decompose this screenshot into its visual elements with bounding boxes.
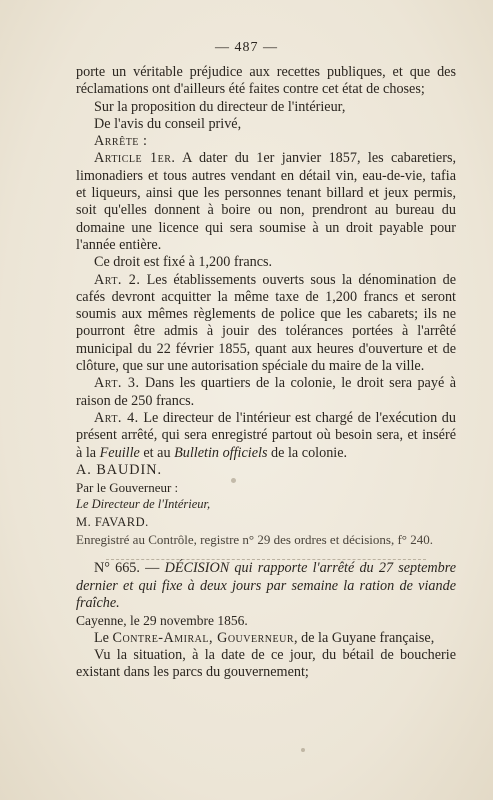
decision-heading [76, 560, 456, 612]
article-4-end: de la colonie. [271, 444, 348, 461]
article-1 [76, 150, 456, 254]
paragraph-avis: De l'avis du conseil privé, [94, 115, 242, 132]
decision-intro-prefix: Le [94, 629, 109, 646]
article-4 [76, 410, 456, 462]
article-2 [76, 272, 456, 376]
decision-title: DÉCISION qui rapporte l'arrêté du 27 septembre dernier et qui fixe à deux jours par semaine la ration de viande fraîche. [76, 560, 457, 611]
article-4-label: Art. 4. [94, 409, 139, 426]
arrete-heading: Arrête : [94, 133, 148, 150]
decision-vu: Vu la situation, à la date de ce jour, du bétail de boucherie existant dans les parcs du gouvernement; [76, 646, 456, 681]
bulletin-title: Bulletin officiels [174, 444, 268, 461]
signature-name: A. BAUDIN. [76, 461, 163, 478]
decision-intro: Le Contre-Amiral, Gouverneur, de la Guyane française, [94, 629, 435, 646]
article-1-label: Article 1er. [94, 150, 176, 167]
signature-par: Par le Gouverneur : [76, 480, 179, 496]
signature-role: Le Directeur de l'Intérieur, [76, 497, 211, 512]
ink-spot [301, 748, 305, 752]
article-1-text: A dater du 1er janvier 1857, les cabaretiers, limonadiers et tous autres vendant en détail vin, eau-de-vie, tafia et liqueurs, ainsi que les personnes tenant billard et jeux permis, soit qu'elles donnent à boire ou non, prendront au bureau du domaine une licence qui sera soumise à un droit payable pour l'année entière. [76, 150, 457, 253]
article-4-text: Le directeur de l'intérieur est chargé de l'exécution du présent arrêté, qui sera enregistré partout où besoin sera, et inséré à la [76, 409, 456, 461]
ink-spot [231, 478, 236, 483]
paragraph-proposition: Sur la proposition du directeur de l'intérieur, [94, 98, 346, 115]
decision-place-date: Cayenne, le 29 novembre 1856. [76, 613, 248, 629]
paragraph-continuation: porte un véritable préjudice aux recettes publiques, et que des réclamations ont d'ailleurs été faites contre cet état de choses; [76, 64, 456, 98]
signature-signer: M. FAVARD. [76, 514, 149, 529]
article-2-text: Les établissements ouverts sous la dénomination de cafés devront acquitter la même taxe de 1,200 francs et seront soumis aux mêmes règlements de police que les cabarets; ils ne pourront être admis à jouir des tolérances portées à l'arrêté municipal du 22 février 1855, quant aux heures d'ouverture et de clôture, que sur une autorisation spéciale du maire de la ville. [76, 271, 456, 375]
article-3-text: Dans les quartiers de la colonie, le droit sera payé à raison de 250 francs. [76, 375, 456, 409]
decision-intro-rest: de la Guyane française, [301, 629, 435, 646]
registration-line: Enregistré au Contrôle, registre n° 29 des ordres et décisions, f° 240. [76, 532, 433, 548]
page-number: — 487 — [215, 40, 278, 55]
decision-intro-caps: Contre-Amiral, Gouverneur [112, 629, 295, 646]
page-body [76, 64, 456, 681]
feuille-title: Feuille [99, 444, 140, 461]
article-4-and: et au [143, 444, 171, 461]
decision-number: N° 665. — [94, 560, 160, 577]
article-3-label: Art. 3. [94, 375, 140, 392]
droit-paragraph: Ce droit est fixé à 1,200 francs. [94, 254, 273, 271]
article-2-label: Art. 2. [94, 271, 141, 288]
article-3 [76, 375, 456, 410]
